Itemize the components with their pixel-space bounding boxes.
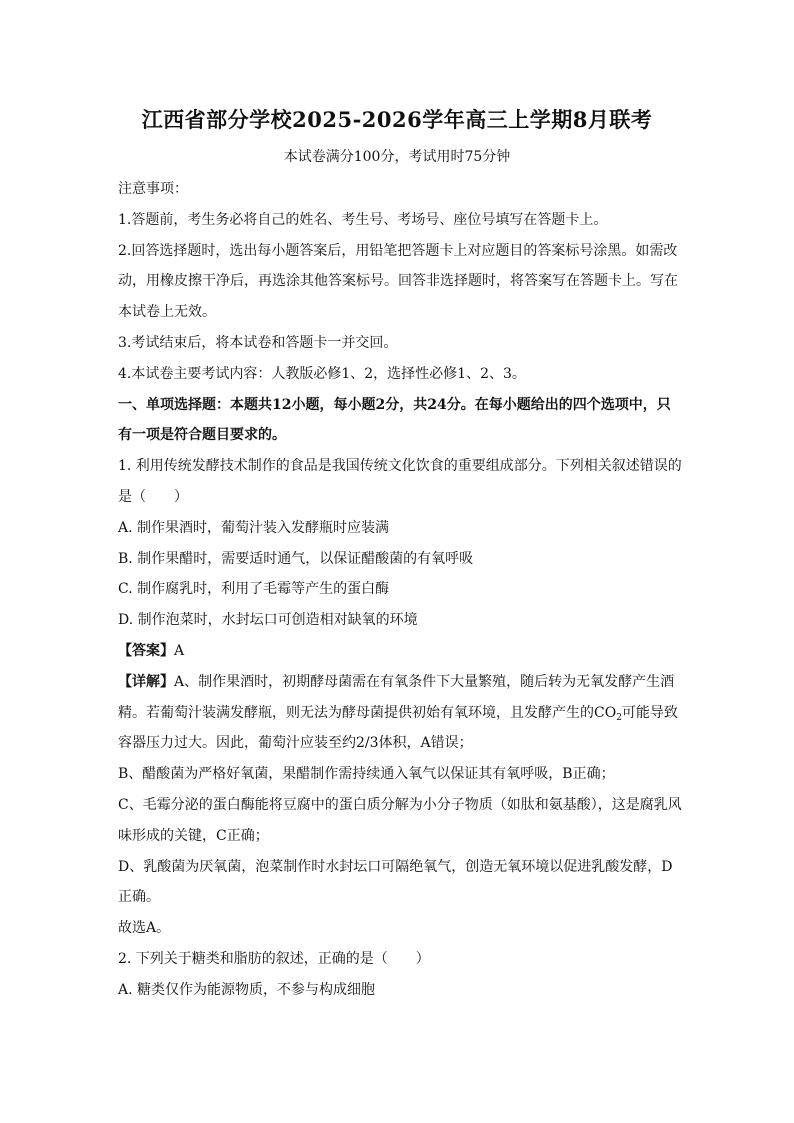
question-2-option-a: A. 糖类仅作为能源物质，不参与构成细胞 [118, 981, 376, 998]
exam-title: 江西省部分学校2025-2026学年高三上学期8月联考 [141, 107, 653, 132]
note-item-1: 1.答题前，考生务必将自己的姓名、考生号、考场号、座位号填写在答题卡上。 [118, 211, 608, 228]
detail-a-subscript: 2 [616, 712, 622, 723]
note-item-3: 3.考试结束后，将本试卷和答题卡一并交回。 [118, 334, 398, 351]
notes-heading: 注意事项： [118, 181, 188, 197]
question-1-detail-c: C、毛霉分泌的蛋白酶能将豆腐中的蛋白质分解为小分子物质（如肽和氨基酸），这是腐乳风味形成的关键，C正确； [118, 796, 682, 844]
answer-value: A [174, 642, 185, 659]
question-1-detail-a [118, 667, 683, 759]
detail-a-text-1: A、制作果酒时，初期酵母菌需在有氧条件下大量繁殖，随后转为无氧发酵产生酒精。若葡萄汁装满发酵瓶，则无法为酵母菌提供初始有氧环境，且发酵产生的CO [118, 673, 675, 721]
question-1-option-d: D. 制作泡菜时，水封坛口可创造相对缺氧的环境 [118, 612, 418, 629]
note-item-2: 2.回答选择题时，选出每小题答案后，用铅笔把答题卡上对应题目的答案标号涂黑。如需改动，用橡皮擦干净后，再选涂其他答案标号。回答非选择题时，将答案写在答题卡上。写在本试卷上无效。 [118, 242, 678, 321]
question-2-stem: 2. 下列关于糖类和脂肪的叙述，正确的是（ ） [118, 950, 430, 967]
question-1-conclusion: 故选A。 [118, 920, 171, 937]
question-1-detail-b: B、醋酸菌为严格好氧菌，果醋制作需持续通入氧气以保证其有氧呼吸，B正确； [118, 766, 615, 783]
question-1-stem: 1. 利用传统发酵技术制作的食品是我国传统文化饮食的重要组成部分。下列相关叙述错误的是（ ） [118, 458, 682, 505]
exam-body [118, 174, 683, 1006]
detail-label: 【详解】 [118, 673, 174, 690]
exam-subtitle: 本试卷满分100分，考试用时75分钟 [283, 149, 511, 165]
answer-label: 【答案】 [118, 642, 174, 659]
question-1-option-b: B. 制作果醋时，需要适时通气，以保证醋酸菌的有氧呼吸 [118, 550, 474, 567]
question-1-detail-d: D、乳酸菌为厌氧菌，泡菜制作时水封坛口可隔绝氧气，创造无氧环境以促进乳酸发酵，D正确。 [118, 858, 673, 906]
question-1-answer [118, 636, 683, 667]
note-item-4: 4.本试卷主要考试内容：人教版必修1、2，选择性必修1、2、3。 [118, 365, 526, 382]
question-1-option-c: C. 制作腐乳时，利用了毛霉等产生的蛋白酶 [118, 581, 390, 598]
detail-a-text-2: 可能导致容器压力过大。因此，葡萄汁应装至约2/3体积，A错误； [118, 704, 678, 752]
section-heading: 一、单项选择题：本题共12小题，每小题2分，共24分。在每小题给出的四个选项中，只有一项是符合题目要求的。 [118, 396, 671, 444]
question-1-option-a: A. 制作果酒时，葡萄汁装入发酵瓶时应装满 [118, 519, 390, 536]
